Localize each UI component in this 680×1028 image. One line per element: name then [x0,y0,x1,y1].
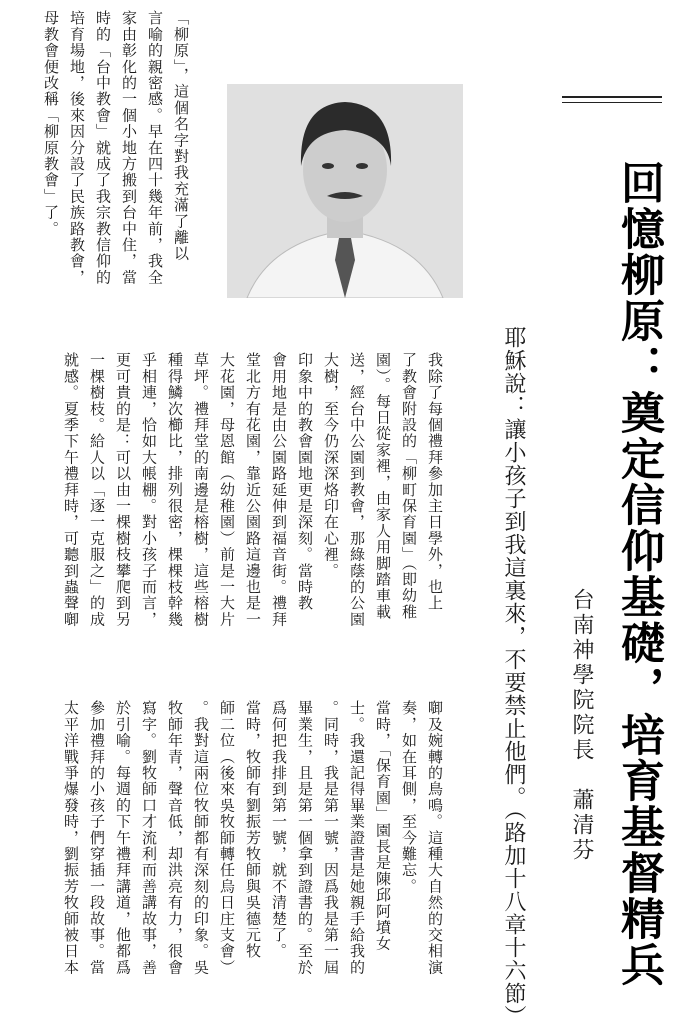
text-column: 了教會附設的「柳町保育園」（即幼稚 [400,352,418,620]
text-column: 堂北方有花園，靠近公園路這邊也是一 [244,352,262,628]
header-rule-bottom [562,102,662,103]
text-column: 時的「台中教會」就成了我宗教信仰的 [94,10,112,286]
portrait-illustration [227,84,463,298]
text-column: 就感。夏季下午禮拜時，可聽到蟲聲啣 [62,352,80,628]
text-column: 更可貴的是：可以由一棵樹枝攀爬到另 [114,352,132,628]
text-column: 於引喻。每週的下午禮拜講道，他都爲 [114,700,132,976]
text-column: 牧師年青，聲音低，却洪亮有力，很會 [166,700,184,976]
text-column: 「柳原」，這個名字對我充滿了離以 [172,10,190,262]
article-subtitle: 耶穌說：讓小孩子到我這裏來，不要禁止他們。（路加十八章十六節） [501,326,526,1028]
text-column: 。同時，我是第一號，因爲我是第一屆 [322,700,340,976]
text-column: 當時，「保育園」園長是陳邱阿墳女 [374,700,392,952]
top-left-text-block [38,10,194,292]
text-column: 師二位（後來吳牧師轉任烏日庄支會） [218,700,236,976]
text-column: 母教會便改稱「柳原教會」了。 [42,10,60,237]
text-column: 草坪。禮拜堂的南邊是榕樹，這些榕樹 [192,352,210,628]
article-byline: 台南神學院院長 蕭清芬 [569,588,594,863]
text-column: 會用地是由公園路延伸到福音街。禮拜 [270,352,288,628]
text-column: 種得鱗次櫛比，排列很密，棵棵枝幹幾 [166,352,184,628]
text-column: 一棵樹枝。給人以「逐一克服之」的成 [88,352,106,628]
bottom-text-block [58,700,448,996]
text-column: 參加禮拜的小孩子們穿插一段故事。當 [88,700,106,976]
author-portrait-photo [227,84,463,298]
text-column: 畢業生，且是第一個拿到證書的。至於 [296,700,314,976]
text-column: 太平洋戰爭爆發時，劉振芳牧師被日本 [62,700,80,976]
text-column: 送，經台中公園到教會，那綠蔭的公園 [348,352,366,628]
text-column: 言喻的親密感。早在四十幾年前，我全 [146,10,164,286]
text-column: 爲何把我排到第一號，就不清楚了。 [270,700,288,960]
text-column: 奏，如在耳側，至今難忘。 [400,700,418,895]
header-rule-top [562,96,662,98]
text-column: 。我對這兩位牧師都有深刻的印象。吳 [192,700,210,976]
text-column: 大花園，母恩館（幼稚園）前是一大片 [218,352,236,628]
text-column: 我除了每個禮拜參加主日學外，也上 [426,352,444,612]
article-title: 回憶柳原：奠定信仰基礎，培育基督精兵 [613,160,664,988]
text-column: 士。我還記得畢業證書是她親手給我的 [348,700,366,976]
text-column: 培育場地，後來因分設了民族路教會， [68,10,86,286]
text-column: 家由彰化的一個小地方搬到台中住，當 [120,10,138,286]
text-column: 啣及婉轉的鳥鳴。這種大自然的交相演 [426,700,444,976]
text-column: 當時，牧師有劉振芳牧師與吳德元牧 [244,700,262,960]
middle-text-block [58,352,448,642]
text-column: 印象中的教會園地更是深刻。當時教 [296,352,314,612]
text-column: 園）。每日從家裡，由家人用脚踏車載 [374,352,392,620]
text-column: 寫字。劉牧師口才流利而善講故事，善 [140,700,158,976]
text-column: 乎相連，恰如大帳棚。對小孩子而言， [140,352,158,628]
text-column: 大樹，至今仍深深烙印在心裡。 [322,352,340,579]
